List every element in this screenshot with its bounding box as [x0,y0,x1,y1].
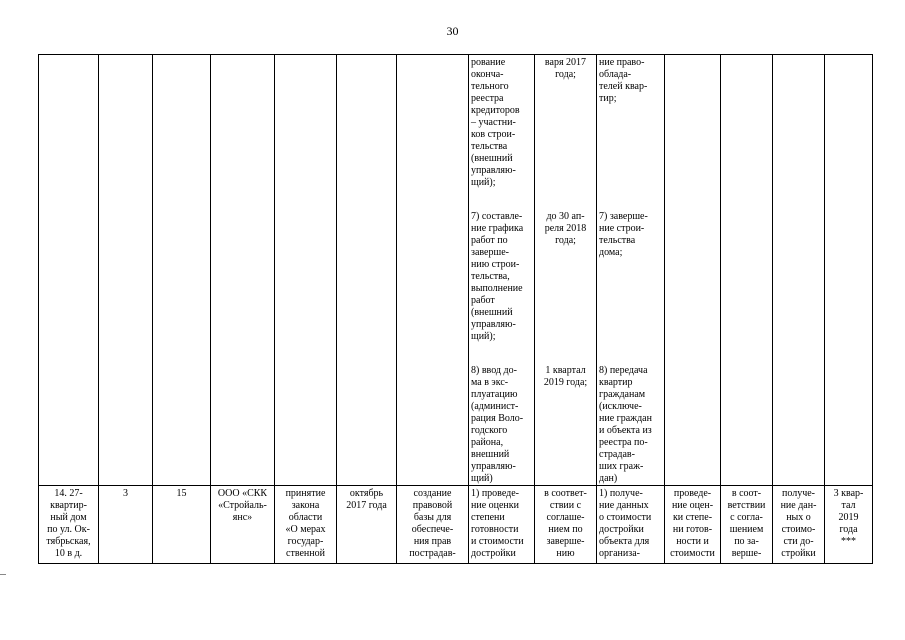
cell-col12: получе- ние дан- ных о стоимо- сти до- стройки [773,486,825,564]
cell-object-name: 14. 27- квартир- ный дом по ул. Ок- тябрьская, 10 в д. [39,486,99,564]
cell-empty [211,55,275,486]
cell-col13: 3 квар- тал 2019 года *** [825,486,873,564]
scan-edge-mark [0,574,6,575]
cell-col10: проведе- ние оцен- ки степе- ни готов- ности и стоимости [665,486,721,564]
cell-empty [153,55,211,486]
cell-term: в соответ- ствии с соглаше- нием по заверше- нию [535,486,597,564]
cell-empty [275,55,337,486]
cell-col3: 15 [153,486,211,564]
cell-goal: создание правовой базы для обеспече- ния прав пострадав- [397,486,469,564]
cell-measure: принятие закона области «О мерах государ- ственной [275,486,337,564]
cell-result: 1) получе- ние данных о стоимости достройки объекта для организа- [597,486,665,564]
cell-results: ние право- облада- телей квар- тир; 7) заверше- ние строи- тельства дома; 8) передача квартир гражданам (исключе- ние граждан и объекта из реестра по- страдав- ших граж- дан) [597,55,665,486]
cell-empty [665,55,721,486]
cell-terms: варя 2017 года; до 30 ап- реля 2018 года; 1 квартал 2019 года; [535,55,597,486]
cell-empty [337,55,397,486]
cell-empty [99,55,153,486]
cell-date: октябрь 2017 года [337,486,397,564]
cell-empty [773,55,825,486]
cell-event: 1) проведе- ние оценки степени готовности и стоимости достройки [469,486,535,564]
cell-col2: 3 [99,486,153,564]
cell-events: рование оконча- тельного реестра кредиторов – участни- ков строи- тельства (внешний управляю- щий); 7) составле- ние графика работ по заверше- нию строи- тельства, выполнение работ (внешний управляю- щий); 8) ввод до- ма в экс- плуатацию (админист- рация Воло- годского района, внешний управляю- щий) [469,55,535,486]
cell-object-empty [39,55,99,486]
cell-developer: ООО «СКК «Стройаль- янс» [211,486,275,564]
document-table [38,54,873,564]
cell-empty [397,55,469,486]
cell-empty [721,55,773,486]
table-row-continuation [39,55,873,486]
table-row-14 [39,486,873,564]
cell-col11: в соот- ветствии с согла- шением по за- верше- [721,486,773,564]
page-number: 30 [446,24,459,38]
cell-empty [825,55,873,486]
